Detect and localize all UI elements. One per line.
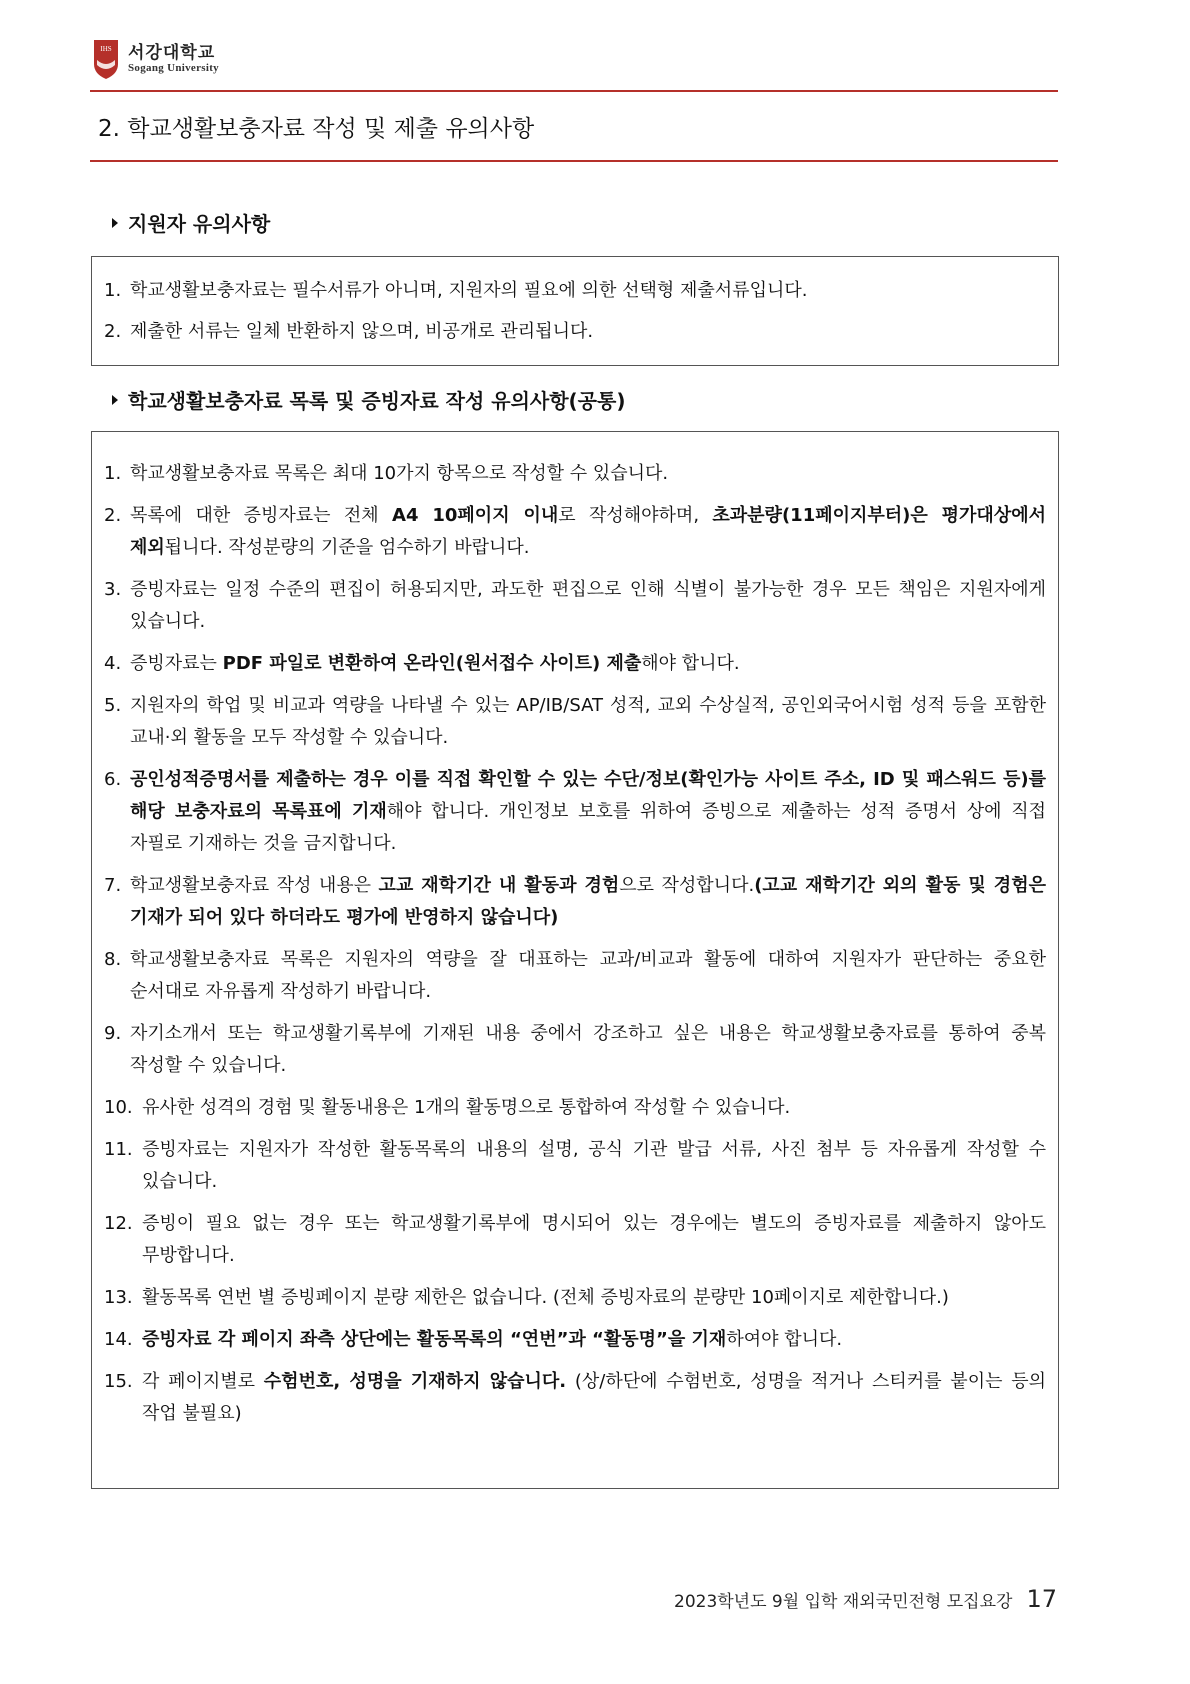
list-item xyxy=(104,1324,1046,1356)
item-number: 1. xyxy=(104,280,122,301)
subheading-text: 지원자 유의사항 xyxy=(128,212,271,236)
item-text: 목록에 대한 증빙자료는 전체 A4 10페이지 이내로 작성해야하며, 초과분량(11페이지부터)은 평가대상에서 제외됩니다. 작성분량의 기준을 엄수하기 바랍니다. xyxy=(130,505,1046,558)
university-logo xyxy=(92,36,219,82)
item-number: 5. xyxy=(104,695,122,716)
item-text: 증빙자료는 PDF 파일로 변환하여 온라인(원서접수 사이트) 제출해야 합니다. xyxy=(130,653,740,674)
footer-text: 2023학년도 9월 입학 재외국민전형 모집요강 xyxy=(674,1592,1013,1612)
applicant-notes-box xyxy=(91,256,1059,366)
crest-letters: IHS xyxy=(100,45,112,53)
item-number: 13. xyxy=(104,1287,133,1308)
item-number: 1. xyxy=(104,463,122,484)
item-text: 증빙자료는 지원자가 작성한 활동목록의 내용의 설명, 공식 기관 발급 서류, 사진 첨부 등 자유롭게 작성할 수 있습니다. xyxy=(142,1139,1046,1192)
list-item xyxy=(104,944,1046,1008)
item-text: 지원자의 학업 및 비교과 역량을 나타낼 수 있는 AP/IB/SAT 성적, 교외 수상실적, 공인외국어시험 성적 등을 포함한 교내·외 활동을 모두 작성할 수 있습니다. xyxy=(130,695,1046,748)
item-text: 학교생활보충자료 작성 내용은 고교 재학기간 내 활동과 경험으로 작성합니다.(고교 재학기간 외의 활동 및 경험은 기재가 되어 있다 하더라도 평가에 반영하지 않습니다) xyxy=(130,875,1046,928)
crest-icon xyxy=(92,38,120,80)
section-title: 2. 학교생활보충자료 작성 및 제출 유의사항 xyxy=(98,115,535,142)
item-text: 각 페이지별로 수험번호, 성명을 기재하지 않습니다. (상/하단에 수험번호, 성명을 적거나 스티커를 붙이는 등의 작업 불필요) xyxy=(142,1371,1046,1424)
item-number: 8. xyxy=(104,949,122,970)
item-number: 7. xyxy=(104,875,122,896)
list-item xyxy=(104,574,1046,638)
subheading-common xyxy=(112,385,625,414)
item-text: 활동목록 연번 별 증빙페이지 분량 제한은 없습니다. (전체 증빙자료의 분량만 10페이지로 제한합니다.) xyxy=(142,1287,949,1308)
item-text: 제출한 서류는 일체 반환하지 않으며, 비공개로 관리됩니다. xyxy=(130,321,594,342)
page-number: 17 xyxy=(1026,1585,1057,1613)
item-text: 학교생활보충자료 목록은 최대 10가지 항목으로 작성할 수 있습니다. xyxy=(130,463,669,484)
item-number: 6. xyxy=(104,769,122,790)
item-text: 공인성적증명서를 제출하는 경우 이를 직접 확인할 수 있는 수단/정보(확인가능 사이트 주소, ID 및 패스워드 등)를 해당 보충자료의 목록표에 기재해야 합니다. 개인정보 보호를 위하여 증빙으로 제출하는 성적 증명서 상에 직접 자필로 기재하는 것을 금지합니다. xyxy=(130,769,1046,854)
item-number: 4. xyxy=(104,653,122,674)
list-item xyxy=(104,316,1046,348)
triangle-bullet-icon xyxy=(112,218,118,228)
item-number: 9. xyxy=(104,1023,122,1044)
list-item xyxy=(104,500,1046,564)
item-number: 14. xyxy=(104,1329,133,1350)
item-number: 10. xyxy=(104,1097,133,1118)
list-item xyxy=(104,1366,1046,1430)
page-footer xyxy=(674,1585,1057,1613)
list-item xyxy=(104,690,1046,754)
list-item xyxy=(104,870,1046,934)
item-text: 증빙자료 각 페이지 좌측 상단에는 활동목록의 “연번”과 “활동명”을 기재하여야 합니다. xyxy=(142,1329,843,1350)
list-item xyxy=(104,1134,1046,1198)
item-number: 12. xyxy=(104,1213,133,1234)
item-number: 11. xyxy=(104,1139,133,1160)
list-item xyxy=(104,275,1046,307)
item-text: 학교생활보충자료 목록은 지원자의 역량을 잘 대표하는 교과/비교과 활동에 대하여 지원자가 판단하는 중요한 순서대로 자유롭게 작성하기 바랍니다. xyxy=(130,949,1046,1002)
item-number: 3. xyxy=(104,579,122,600)
list-item xyxy=(104,1092,1046,1124)
item-text: 증빙자료는 일정 수준의 편집이 허용되지만, 과도한 편집으로 인해 식별이 불가능한 경우 모든 책임은 지원자에게 있습니다. xyxy=(130,579,1046,632)
item-text: 증빙이 필요 없는 경우 또는 학교생활기록부에 명시되어 있는 경우에는 별도의 증빙자료를 제출하지 않아도 무방합니다. xyxy=(142,1213,1046,1266)
list-item xyxy=(104,764,1046,860)
item-text: 유사한 성격의 경험 및 활동내용은 1개의 활동명으로 통합하여 작성할 수 있습니다. xyxy=(142,1097,791,1118)
logo-korean: 서강대학교 xyxy=(128,42,216,63)
list-item xyxy=(104,458,1046,490)
list-item xyxy=(104,1208,1046,1272)
item-number: 2. xyxy=(104,321,122,342)
item-number: 2. xyxy=(104,505,122,526)
item-number: 15. xyxy=(104,1371,133,1392)
list-item xyxy=(104,648,1046,680)
subheading-applicant xyxy=(112,208,270,237)
item-text: 학교생활보충자료는 필수서류가 아니며, 지원자의 필요에 의한 선택형 제출서류입니다. xyxy=(130,280,808,301)
list-item xyxy=(104,1282,1046,1314)
item-text: 자기소개서 또는 학교생활기록부에 기재된 내용 중에서 강조하고 싶은 내용은 학교생활보충자료를 통하여 중복 작성할 수 있습니다. xyxy=(130,1023,1046,1076)
subheading-text: 학교생활보충자료 목록 및 증빙자료 작성 유의사항(공통) xyxy=(128,389,626,413)
list-item xyxy=(104,1018,1046,1082)
logo-english: Sogang University xyxy=(128,62,219,75)
common-notes-box xyxy=(91,431,1059,1489)
section-title-bar xyxy=(90,90,1058,162)
triangle-bullet-icon xyxy=(112,395,118,405)
